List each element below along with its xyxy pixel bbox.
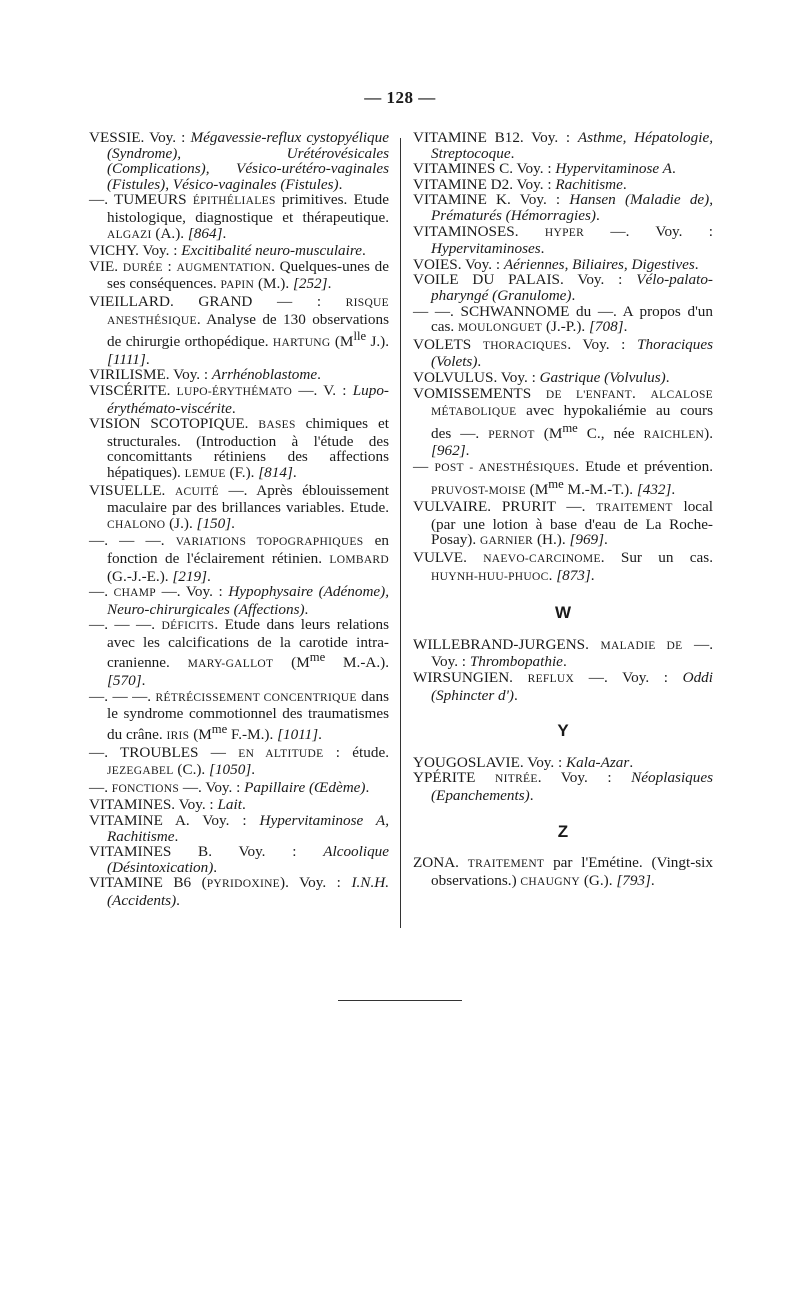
left_column-entry: —. CHAMP —. Voy. : Hypophysaire (Adénome), Neuro-chirurgicales (Affections). xyxy=(89,583,390,618)
right_column-entry: VOLETS THORACIQUES. Voy. : Thoraciques (Volets). xyxy=(413,335,713,371)
right_column-entry: VULVE. NAEVO-CARCINOME. Sur un cas. HUYNH-HUU-PHUOC. [873]. xyxy=(413,548,713,584)
section-w-entries xyxy=(413,637,713,703)
right_column-entry: VITAMINOSES. HYPER —. Voy. : Hypervitaminoses. xyxy=(413,222,713,258)
left_column-entry: VIE. DURÉE : AUGMENTATION. Quelques-unes de ses conséquences. PAPIN (M.). [252]. xyxy=(89,257,389,293)
section_Y-entry: YOUGOSLAVIE. Voy. : Kala-Azar. xyxy=(413,753,634,771)
left_column-entry: VITAMINE B6 (PYRIDOXINE). Voy. : I.N.H. (Accidents). xyxy=(89,874,389,909)
right_column-entry: VOMISSEMENTS DE L'ENFANT. ALCALOSE MÉTABOLIQUE avec hypokaliémie au cours des —. PERNOT ($M^{me}$ C., née RAICHLEN). [962]. xyxy=(413,384,714,460)
right_column-entry: VITAMINE K. Voy. : Hansen (Maladie de), Prématurés (Hémorragies). xyxy=(413,191,714,224)
right_column-entry: VITAMINES C. Voy. : Hypervitaminose A. xyxy=(413,160,676,178)
left_column-entry: VIRILISME. Voy. : Arrhénoblastome. xyxy=(89,366,321,384)
left_column-entry: VITAMINE A. Voy. : Hypervitaminose A, Rachitisme. xyxy=(89,811,389,845)
right_column-entry: VOLVULUS. Voy. : Gastrique (Volvulus). xyxy=(413,368,670,386)
left_column-entry: —. TROUBLES — EN ALTITUDE : étude. JEZEGABEL (C.). [1050]. xyxy=(89,743,389,779)
right_column-entry: VULVAIRE. PRURIT —. TRAITEMENT local (par une lotion à base d'eau de La Roche-Posay). GARNIER (H.). [969]. xyxy=(413,498,713,549)
section_Z-entry: ZONA. TRAITEMENT par l'Emétine. (Vingt-six observations.) CHAUGNY (G.). [793]. xyxy=(413,854,713,889)
page-number: — 128 — xyxy=(364,88,436,107)
right_column-entry: — POST - ANESTHÉSIQUES. Etude et prévention. PRUVOST-MOISE ($M^{me}$ M.-M.-T.). [432]. xyxy=(413,457,713,498)
left_column-entry: VESSIE. Voy. : Mégavessie-reflux cystopyélique (Syndrome), Urétérovésicales (Complications), Vésico-urétéro-vaginales (Fistules), Vésico-vaginales (Fistules). xyxy=(89,129,389,193)
left_column-entry: —. — —. RÉTRÉCISSEMENT CONCENTRIQUE dans le syndrome commotionnel des traumatismes du crâne. IRIS ($M^{me}$ F.-M.). [1011]. xyxy=(89,687,389,743)
left_column-entry: VISCÉRITE. LUPO-ÉRYTHÉMATO —. V. : Lupo-érythémato-viscérite. xyxy=(89,381,389,417)
right_column-entry: — —. SCHWANNOME du —. A propos d'un cas. MOULONGUET (J.-P.). [708]. xyxy=(413,302,713,336)
left_column-entry: —. FONCTIONS —. Voy. : Papillaire (Œdème). xyxy=(89,778,370,796)
left_column-entry: VITAMINES B. Voy. : Alcoolique (Désintoxication). xyxy=(89,843,389,876)
left-column xyxy=(89,130,389,909)
left_column-entry: VISUELLE. ACUITÉ —. Après éblouissement maculaire par des brillances variables. Etude. CHALONO (J.). [150]. xyxy=(89,481,389,532)
left_column-entry: —. — —. DÉFICITS. Etude dans leurs relations avec les calcifications de la carotide intra-cranienne. MARY-GALLOT ($M^{me}$ M.-A.). [570]. xyxy=(89,616,389,690)
section-letter-z: Z xyxy=(557,821,569,841)
section-y-entries xyxy=(413,755,713,804)
section-z-entries xyxy=(413,855,713,890)
section_W-entry: WILLEBRAND-JURGENS. MALADIE DE —. Voy. : Thrombopathie. xyxy=(413,635,713,671)
column-divider xyxy=(400,138,401,928)
section_Y-entry: YPÉRITE NITRÉE. Voy. : Néoplasiques (Epanchements). xyxy=(413,769,714,804)
right_column-entry: VOIES. Voy. : Aériennes, Biliaires, Digestives. xyxy=(413,255,699,273)
section-letter-y: Y xyxy=(557,721,569,741)
section-letter-w: W xyxy=(554,603,572,623)
end-rule xyxy=(338,1000,462,1001)
left_column-entry: —. — —. VARIATIONS TOPOGRAPHIQUES en fonction de l'éclairement rétinien. LOMBARD (G.-J.-E.). [219]. xyxy=(89,532,389,585)
right_column-entry: VOILE DU PALAIS. Voy. : Vélo-palato-pharyngé (Granulome). xyxy=(413,271,713,304)
left_column-entry: VITAMINES. Voy. : Lait. xyxy=(89,796,246,814)
right-column xyxy=(413,130,713,890)
left_column-entry: —. TUMEURS ÉPITHÉLIALES primitives. Etude histologique, diagnostique et thérapeutique. ALGAZI (A.). [864]. xyxy=(89,191,389,242)
right_column-entry: VITAMINE D2. Voy. : Rachitisme. xyxy=(413,175,627,193)
left_column-entry: VIEILLARD. GRAND — : RISQUE ANESTHÉSIQUE. Analyse de 130 observations de chirurgie orthopédique. HARTUNG ($M^{lle}$ J.). [1111]. xyxy=(89,292,390,368)
section_W-entry: WIRSUNGIEN. REFLUX —. Voy. : Oddi (Sphincter d'). xyxy=(413,668,713,704)
right_column-entry: VITAMINE B12. Voy. : Asthme, Hépatologie, Streptocoque. xyxy=(413,129,713,162)
left_column-entry: VICHY. Voy. : Excitibalité neuro-musculaire. xyxy=(89,242,366,260)
left_column-entry: VISION SCOTOPIQUE. BASES chimiques et structurales. (Introduction à l'étude des concomittants rétiniens des affections hépatiques). LEMUE (F.). [814]. xyxy=(89,415,389,481)
right-entries xyxy=(413,130,713,585)
